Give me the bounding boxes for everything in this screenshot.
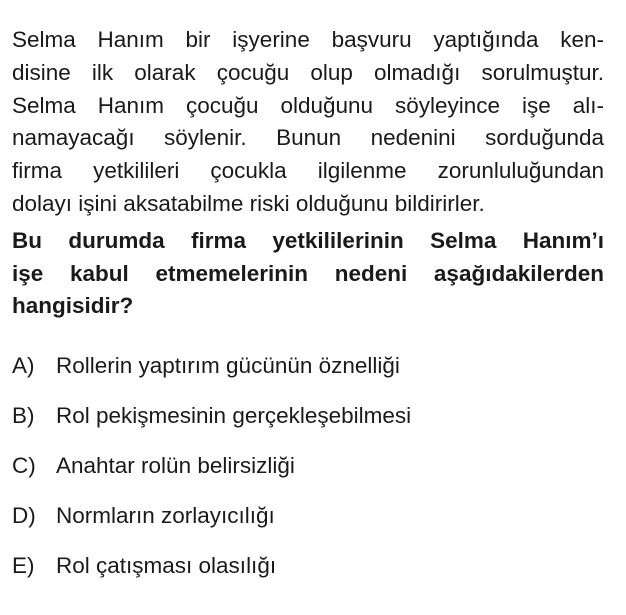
answer-options [12,350,604,600]
option-text: Anahtar rolün belirsizliği [56,453,295,478]
option-d[interactable] [12,500,604,550]
question-prompt [12,225,604,323]
option-e[interactable] [12,550,604,600]
stem-line: dolayı işini aksatabilme riski olduğunu bildirirler. [12,190,485,216]
option-letter: B) [12,403,35,428]
stem-line: firma yetkilileri çocukla ilgilenme zorunluluğundan [12,158,604,184]
option-letter: C) [12,453,36,478]
prompt-line: Bu durumda firma yetkililerinin Selma Hanım’ı [12,227,604,253]
question-block [12,24,604,323]
option-a[interactable] [12,350,604,400]
stem-line: namayacağı söylenir. Bunun nedenini sorduğunda [12,125,604,151]
option-c[interactable] [12,450,604,500]
question-stem [12,24,604,221]
option-text: Rol pekişmesinin gerçekleşebilmesi [56,403,412,428]
stem-line: disine ilk olarak çocuğu olup olmadığı sorulmuştur. [12,59,604,85]
option-text: Normların zorlayıcılığı [56,503,275,528]
option-text: Rol çatışması olasılığı [56,553,277,578]
stem-line: Selma Hanım çocuğu olduğunu söyleyince işe alı- [12,92,604,118]
option-letter: E) [12,553,35,578]
option-b[interactable] [12,400,604,450]
option-letter: D) [12,503,36,528]
option-letter: A) [12,353,35,378]
prompt-line: işe kabul etmemelerinin nedeni aşağıdakilerden [12,260,604,286]
stem-line: Selma Hanım bir işyerine başvuru yaptığında ken- [12,27,604,52]
option-text: Rollerin yaptırım gücünün öznelliği [56,353,400,378]
prompt-line: hangisidir? [12,293,134,319]
